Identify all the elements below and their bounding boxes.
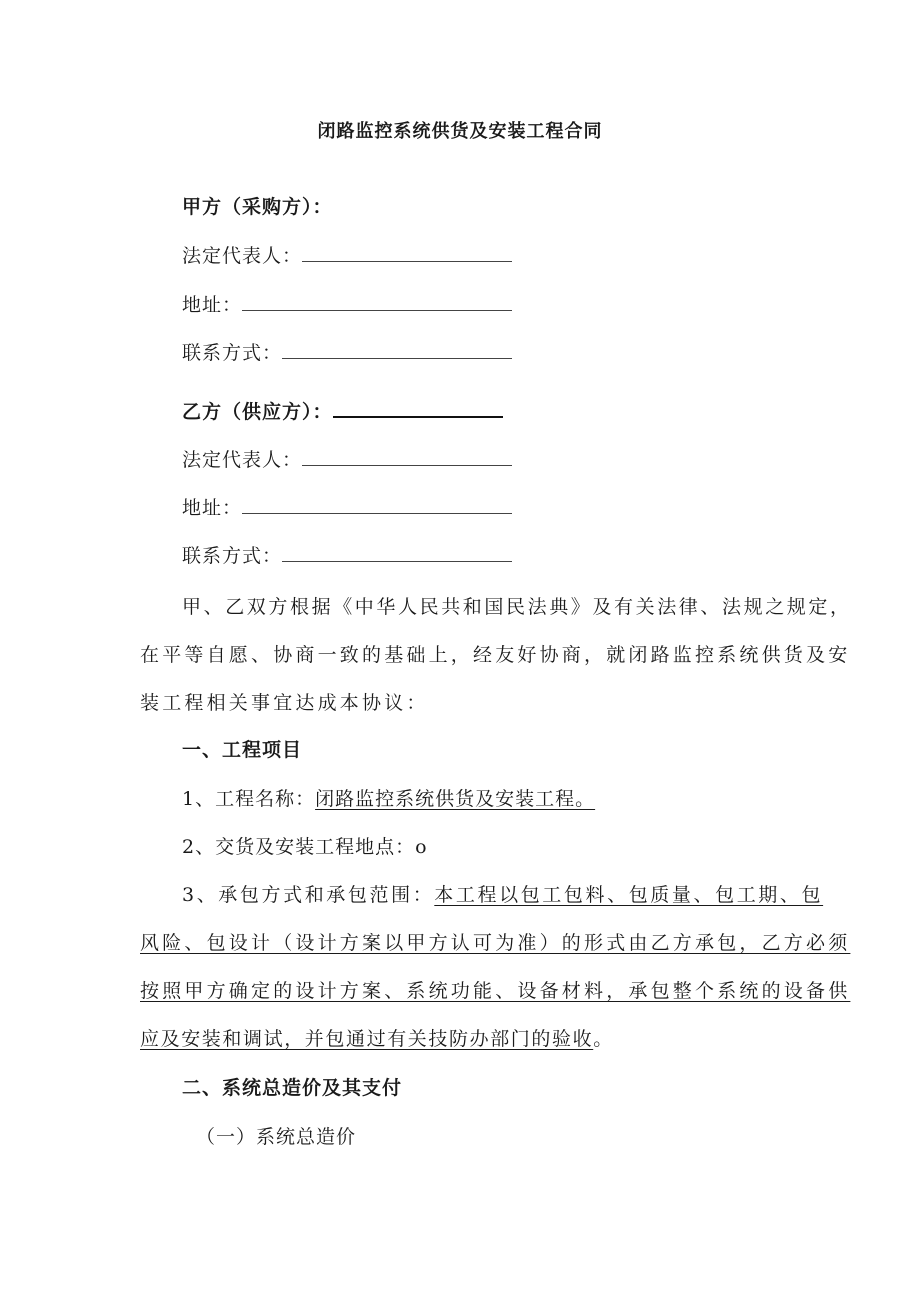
party-a-rep-field[interactable] bbox=[302, 243, 512, 262]
item-3-line-1: 本工程以包工包料、包质量、包工期、包 bbox=[434, 884, 824, 906]
party-a-rep-label: 法定代表人： bbox=[182, 245, 303, 267]
intro-line-3: 装工程相关事宜达成本协议： bbox=[140, 692, 429, 714]
intro-line-1: 甲、乙双方根据《中华人民共和国民法典》及有关法律、法规之规定， bbox=[182, 596, 852, 618]
party-b-contact-label: 联系方式： bbox=[182, 545, 283, 567]
item-3-line-3: 按照甲方确定的设计方案、系统功能、设备材料，承包整个系统的设备供 bbox=[140, 980, 851, 1002]
item-3-row bbox=[182, 883, 823, 907]
section-2-sub-1: （一）系统总造价 bbox=[196, 1126, 357, 1148]
section-1-heading: 一、工程项目 bbox=[182, 739, 303, 761]
party-a-address-label: 地址： bbox=[182, 294, 243, 316]
party-a-heading: 甲方（采购方）： bbox=[182, 196, 333, 218]
party-a-contact-label: 联系方式： bbox=[182, 342, 283, 364]
item-1-value: 闭路监控系统供货及安装工程。 bbox=[315, 788, 596, 810]
party-b-address-field[interactable] bbox=[242, 495, 512, 514]
party-b-address-label: 地址： bbox=[182, 497, 243, 519]
party-b-name-field[interactable] bbox=[333, 398, 503, 418]
item-3-label: 3、承包方式和承包范围： bbox=[182, 884, 435, 906]
party-b-heading: 乙方（供应方）： bbox=[182, 401, 333, 423]
party-a-contact-row bbox=[182, 340, 512, 365]
item-3-end: 。 bbox=[593, 1028, 614, 1050]
party-b-rep-field[interactable] bbox=[302, 447, 512, 466]
party-a-contact-field[interactable] bbox=[282, 340, 512, 359]
party-b-contact-row bbox=[182, 543, 512, 568]
item-1-row bbox=[182, 787, 595, 811]
party-b-row bbox=[182, 398, 503, 424]
document-title: 闭路监控系统供货及安装工程合同 bbox=[317, 121, 603, 142]
party-b-rep-label: 法定代表人： bbox=[182, 449, 303, 471]
item-2: 2、交货及安装工程地点：o bbox=[182, 836, 428, 858]
item-3-line-2: 风险、包设计（设计方案以甲方认可为准）的形式由乙方承包，乙方必须 bbox=[140, 932, 851, 954]
item-3-line-4-row bbox=[140, 1027, 614, 1051]
party-a-rep-row bbox=[182, 243, 512, 268]
party-a-address-field[interactable] bbox=[242, 292, 512, 311]
item-3-line-4: 应及安装和调试，并包通过有关技防办部门的验收 bbox=[140, 1028, 594, 1050]
party-b-address-row bbox=[182, 495, 512, 520]
section-2-heading: 二、系统总造价及其支付 bbox=[182, 1077, 403, 1099]
party-b-contact-field[interactable] bbox=[282, 543, 512, 562]
item-1-label: 1、工程名称： bbox=[182, 788, 316, 810]
party-a-address-row bbox=[182, 292, 512, 317]
intro-line-2: 在平等自愿、协商一致的基础上，经友好协商，就闭路监控系统供货及安 bbox=[140, 644, 851, 666]
party-b-rep-row bbox=[182, 447, 512, 472]
